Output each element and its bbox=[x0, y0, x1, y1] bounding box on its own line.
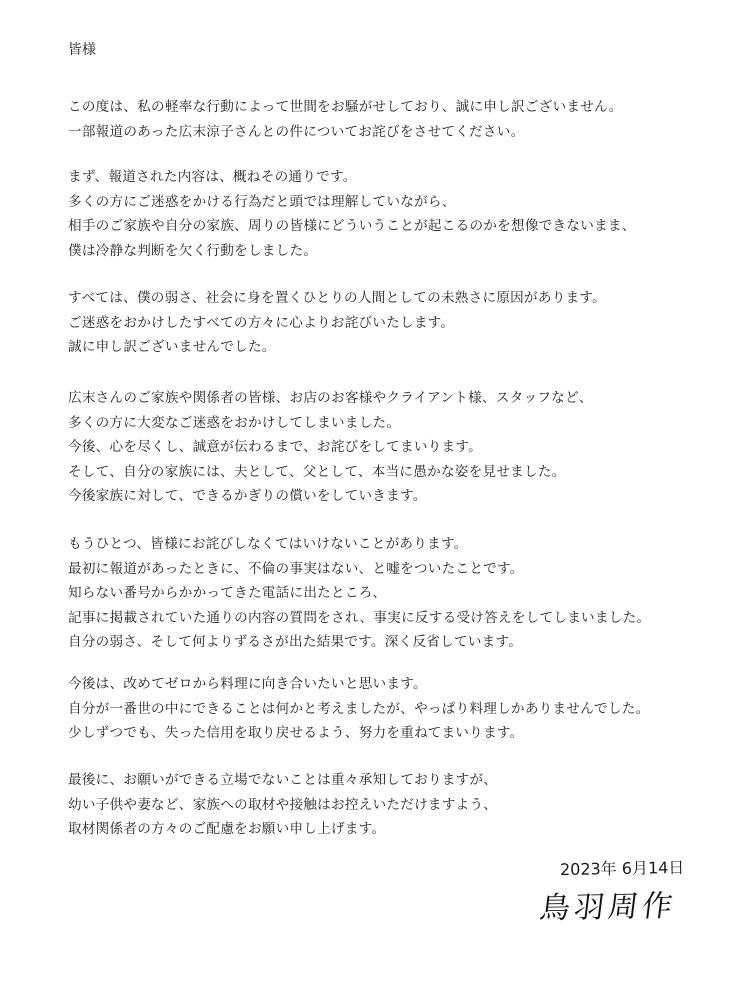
body-line: まず、報道された内容は、概ねその通りです。 bbox=[68, 169, 357, 185]
body-line: 知らない番号からかかってきた電話に出たところ、 bbox=[68, 585, 387, 602]
body-line: 一部報道のあった広末涼子さんとの件についてお詫びをさせてください。 bbox=[68, 123, 525, 140]
body-line: 僕は冷静な判断を欠く行動をしました。 bbox=[68, 242, 318, 259]
body-line: 誠に申し訳ございませんでした。 bbox=[68, 339, 276, 356]
body-line: 取材関係者の方々のご配慮をお願い申し上げます。 bbox=[68, 821, 386, 838]
body-line: 相手のご家族や自分の家族、周りの皆様にどういうことが起こるのかを想像できないまま、 bbox=[68, 218, 636, 235]
body-line: 少しずつでも、失った信用を取り戻せるよう、努力を重ねてまいります。 bbox=[68, 725, 524, 742]
body-line: 今後、心を尽くし、誠意が伝わるまで、お詫びをしてまいります。 bbox=[68, 439, 482, 456]
salutation: 皆様 bbox=[68, 42, 96, 58]
body-line: 今後家族に対して、できるかぎりの償いをしていきます。 bbox=[68, 488, 427, 505]
body-line: 記事に掲載されていた通りの内容の質問をされ、事実に反する受け答えをしてしまいました。 bbox=[68, 609, 651, 626]
body-line: 自分が一番世の中にできることは何かと考えましたが、やっぱり料理しかありませんでした。 bbox=[68, 700, 650, 717]
body-line: この度は、私の軽率な行動によって世間をお騒がせしており、誠に申し訳ございません。 bbox=[68, 99, 623, 115]
body-line: 広末さんのご家族や関係者の皆様、お店のお客様やクライアント様、スタッフなど、 bbox=[68, 390, 593, 406]
body-line: すべては、僕の弱さ、社会に身を置くひとりの人間としての未熟さに原因があります。 bbox=[68, 290, 606, 306]
body-line: 今後は、改めてゼロから料理に向き合いたいと思います。 bbox=[68, 676, 427, 692]
body-line: 最初に報道があったときに、不倫の事実はない、と嘘をついたことです。 bbox=[68, 560, 524, 577]
handwritten-date: 2023年 6月14日 bbox=[559, 857, 685, 880]
body-line: 自分の弱さ、そして何よりずるさが出た結果です。深く反省しています。 bbox=[68, 634, 523, 651]
handwritten-signature: 鳥羽周作 bbox=[537, 888, 679, 927]
body-line: 幼い子供や妻など、家族への取材や接触はお控えいただけますよう、 bbox=[68, 796, 498, 813]
body-line: 多くの方にご迷惑をかける行為だと頭では理解していながら、 bbox=[68, 193, 456, 210]
body-line: そして、自分の家族には、夫として、父として、本当に愚かな姿を見せました。 bbox=[68, 463, 566, 480]
body-line: 最後に、お願いができる立場でないことは重々承知しておりますが、 bbox=[68, 772, 498, 788]
body-line: もうひとつ、皆様にお詫びしなくてはいけないことがあります。 bbox=[68, 536, 468, 552]
body-line: 多くの方に大変なご迷惑をおかけしてしまいました。 bbox=[68, 414, 401, 431]
body-line: ご迷惑をおかけしたすべての方々に心よりお詫びいたします。 bbox=[68, 314, 455, 331]
